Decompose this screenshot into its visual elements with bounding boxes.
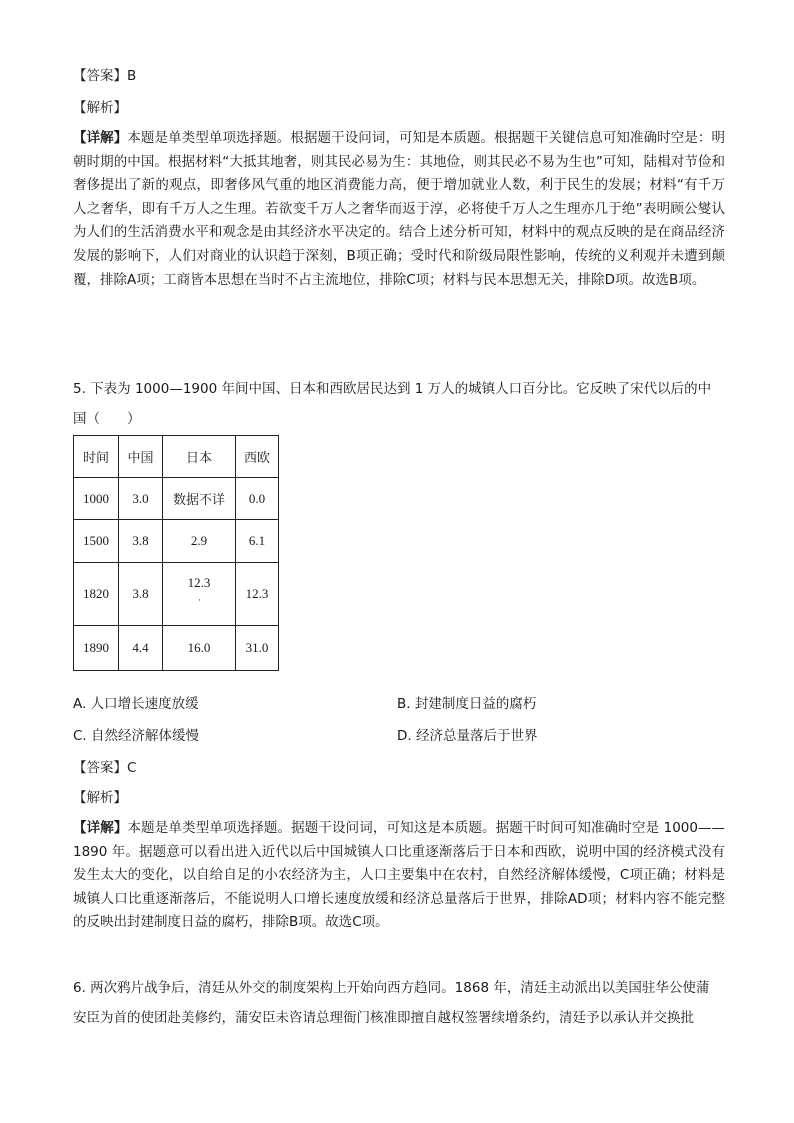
q5-analysis-label: 【解析】 — [73, 790, 127, 806]
table-cell: 1820 — [74, 563, 119, 626]
table-row — [74, 626, 279, 671]
table-header-cell: 中国 — [119, 436, 163, 478]
table-cell: 0.0 — [236, 478, 279, 520]
table-cell: 12.3 — [163, 563, 236, 626]
table-cell: 12.3 — [236, 563, 279, 626]
table-header-cell: 时间 — [74, 436, 119, 478]
table-header-cell: 日本 — [163, 436, 236, 478]
table-cell: 1890 — [74, 626, 119, 671]
q5-detail-paragraph: 【详解】本题是单类型单项选择题。据题干设问词，可知这是本质题。据题干时间可知准确时空是 1000——1890 年。据题意可以看出进入近代以后中国城镇人口比重逐渐落后于日本和西欧，说明中国的经济模式没有发生太大的变化，以自给自足的小农经济为主，人口主要集中在农村，自然经济解体缓慢，C项正确；材料是城镇人口比重逐渐落后，不能说明人口增长速度放缓和经济总量落后于世界，排除AD项；材料内容不能完整的反映出封建制度日益的腐朽，排除B项。故选C项。 — [73, 820, 725, 931]
table-cell: 数据不详 — [163, 478, 236, 520]
table-row — [74, 478, 279, 520]
q4-analysis-label: 【解析】 — [73, 100, 127, 116]
table-cell: 16.0 — [163, 626, 236, 671]
table-row — [74, 563, 279, 626]
option-b: B. 封建制度日益的腐朽 — [397, 696, 537, 712]
option-a: A. 人口增长速度放缓 — [73, 696, 199, 712]
q5-answer-label: 【答案】C — [73, 760, 137, 776]
table-row — [74, 520, 279, 563]
table-cell: 3.0 — [119, 478, 163, 520]
detail-tag: 【详解】 — [73, 130, 128, 146]
table-cell: 1000 — [74, 478, 119, 520]
table-cell: 4.4 — [119, 626, 163, 671]
option-d: D. 经济总量落后于世界 — [397, 728, 538, 744]
table-cell: 2.9 — [163, 520, 236, 563]
table-cell: 31.0 — [236, 626, 279, 671]
q4-detail-paragraph: 【详解】本题是单类型单项选择题。根据题干设问词，可知是本质题。根据题干关键信息可知准确时空是：明朝时期的中国。根据材料“大抵其地奢，则其民必易为生：其地俭，则其民必不易为生也”可知，陆楫对节俭和奢侈提出了新的观点，即奢侈风气重的地区消费能力高，便于增加就业人数，利于民生的发展；材料“有千万人之奢华，即有千万人之生理。若欲变千万人之奢华而返于淳，必将使千万人之生理亦几于绝”表明顾公燮认为人们的生活消费水平和观念是由其经济水平决定的。结合上述分析可知，材料中的观点反映的是在商品经济发展的影响下，人们对商业的认识趋于深刻，B项正确；受时代和阶级局限性影响，传统的义利观并未遭到颠覆，排除A项；工商皆本思想在当时不占主流地位，排除C项；材料与民本思想无关，排除D项。故选B项。 — [73, 130, 726, 288]
q5-stem-line-1: 5. 下表为 1000—1900 年间中国、日本和西欧居民达到 1 万人的城镇人口百分比。它反映了宋代以后的中 — [73, 381, 712, 397]
q5-stem-line-2: 国（ ） — [73, 411, 141, 427]
option-c: C. 自然经济解体缓慢 — [73, 728, 200, 744]
q6-stem-line-2: 安臣为首的使团赴美修约，蒲安臣未咨请总理衙门核准即擅自越权签署续增条约，清廷予以承认并交换批 — [73, 1010, 694, 1026]
population-table — [73, 435, 279, 671]
scan-dot-mark: · — [198, 596, 201, 606]
table-cell: 3.8 — [119, 520, 163, 563]
table-header-row — [74, 436, 279, 478]
table-cell: 1500 — [74, 520, 119, 563]
q6-stem-line-1: 6. 两次鸦片战争后，清廷从外交的制度架构上开始向西方趋同。1868 年，清廷主动派出以美国驻华公使蒲 — [73, 980, 710, 996]
detail-tag: 【详解】 — [73, 820, 128, 836]
table-header-cell: 西欧 — [236, 436, 279, 478]
table-cell: 3.8 — [119, 563, 163, 626]
q4-answer-label: 【答案】B — [73, 68, 137, 84]
table-cell: 6.1 — [236, 520, 279, 563]
